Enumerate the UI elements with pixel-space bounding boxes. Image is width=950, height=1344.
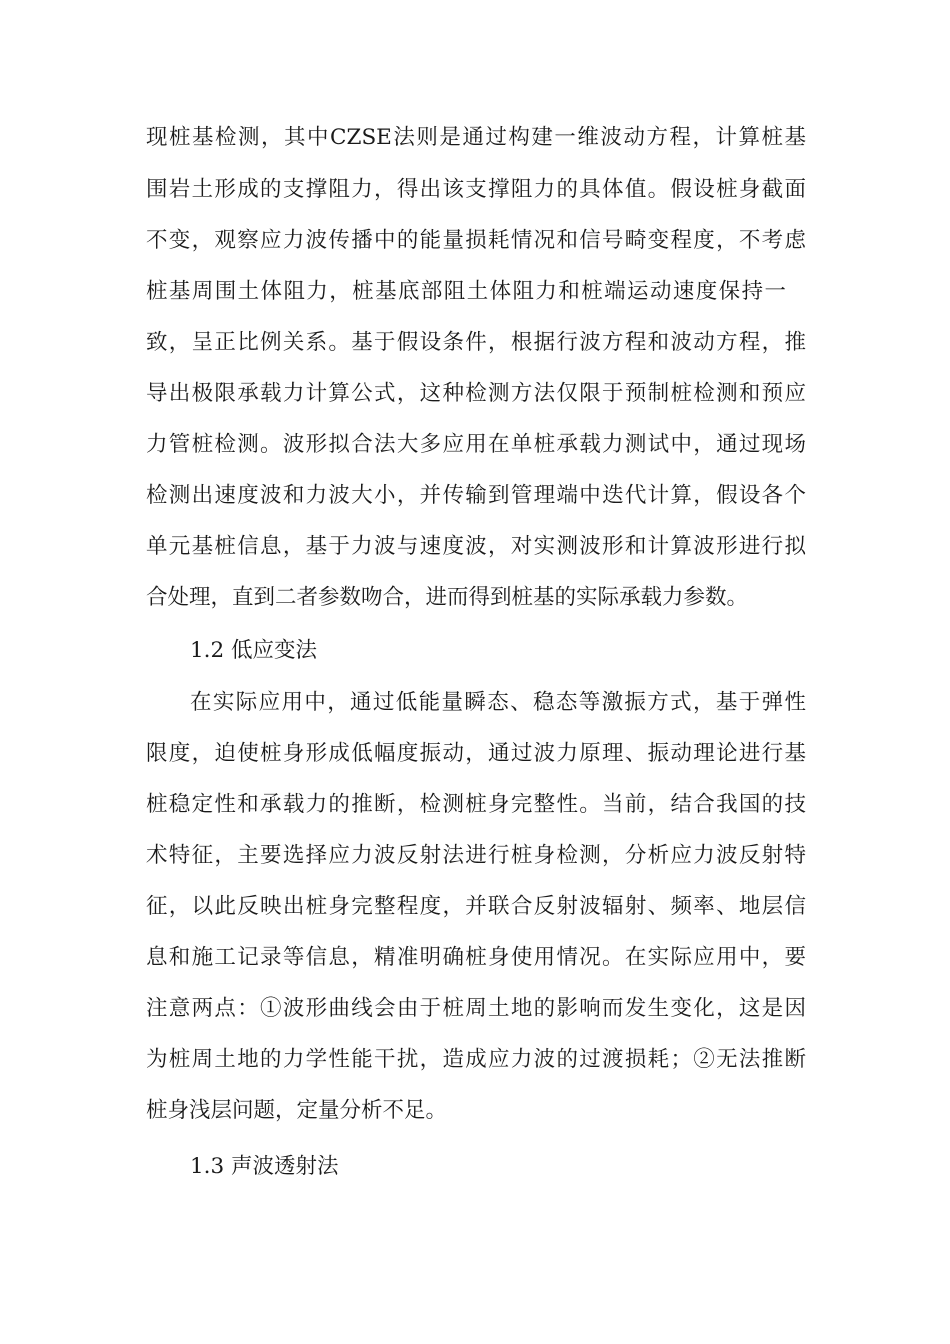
paragraph-line: 围岩土形成的支撑阻力，得出该支撑阻力的具体值。假设桩身截面 bbox=[146, 177, 806, 202]
paragraph-line: 合处理，直到二者参数吻合，进而得到桩基的实际承载力参数。 bbox=[146, 585, 749, 610]
paragraph-line: 力管桩检测。波形拟合法大多应用在单桩承载力测试中，通过现场 bbox=[146, 432, 806, 457]
paragraph-line: 限度，迫使桩身形成低幅度振动，通过波力原理、振动理论进行基 bbox=[146, 741, 806, 766]
paragraph-line: 单元基桩信息，基于力波与速度波，对实测波形和计算波形进行拟 bbox=[146, 534, 806, 559]
paragraph-line: 息和施工记录等信息，精准明确桩身使用情况。在实际应用中，要 bbox=[146, 945, 806, 970]
section-heading-1-3: 1.3 声波透射法 bbox=[190, 1154, 339, 1179]
paragraph-line: 致，呈正比例关系。基于假设条件，根据行波方程和波动方程，推 bbox=[146, 330, 806, 355]
paragraph-line: 术特征，主要选择应力波反射法进行桩身检测，分析应力波反射特 bbox=[146, 843, 806, 868]
section-heading-1-2: 1.2 低应变法 bbox=[190, 638, 318, 663]
paragraph-line: 现桩基检测，其中CZSE法则是通过构建一维波动方程，计算桩基 bbox=[146, 125, 806, 150]
paragraph-line: 为桩周土地的力学性能干扰，造成应力波的过渡损耗；②无法推断 bbox=[146, 1047, 806, 1072]
paragraph-line: 桩身浅层问题，定量分析不足。 bbox=[146, 1098, 448, 1123]
paragraph-line: 征，以此反映出桩身完整程度，并联合反射波辐射、频率、地层信 bbox=[146, 894, 806, 919]
paragraph-line: 在实际应用中，通过低能量瞬态、稳态等激振方式，基于弹性 bbox=[190, 690, 806, 715]
paragraph-line: 检测出速度波和力波大小，并传输到管理端中迭代计算，假设各个 bbox=[146, 483, 806, 508]
paragraph-line: 导出极限承载力计算公式，这种检测方法仅限于预制桩检测和预应 bbox=[146, 381, 806, 406]
paragraph-line: 不变，观察应力波传播中的能量损耗情况和信号畸变程度，不考虑 bbox=[146, 228, 806, 253]
paragraph-line: 桩基周围土体阻力，桩基底部阻土体阻力和桩端运动速度保持一 bbox=[146, 279, 786, 304]
paragraph-line: 桩稳定性和承载力的推断，检测桩身完整性。当前，结合我国的技 bbox=[146, 792, 806, 817]
paragraph-line: 注意两点：①波形曲线会由于桩周土地的影响而发生变化，这是因 bbox=[146, 996, 806, 1021]
